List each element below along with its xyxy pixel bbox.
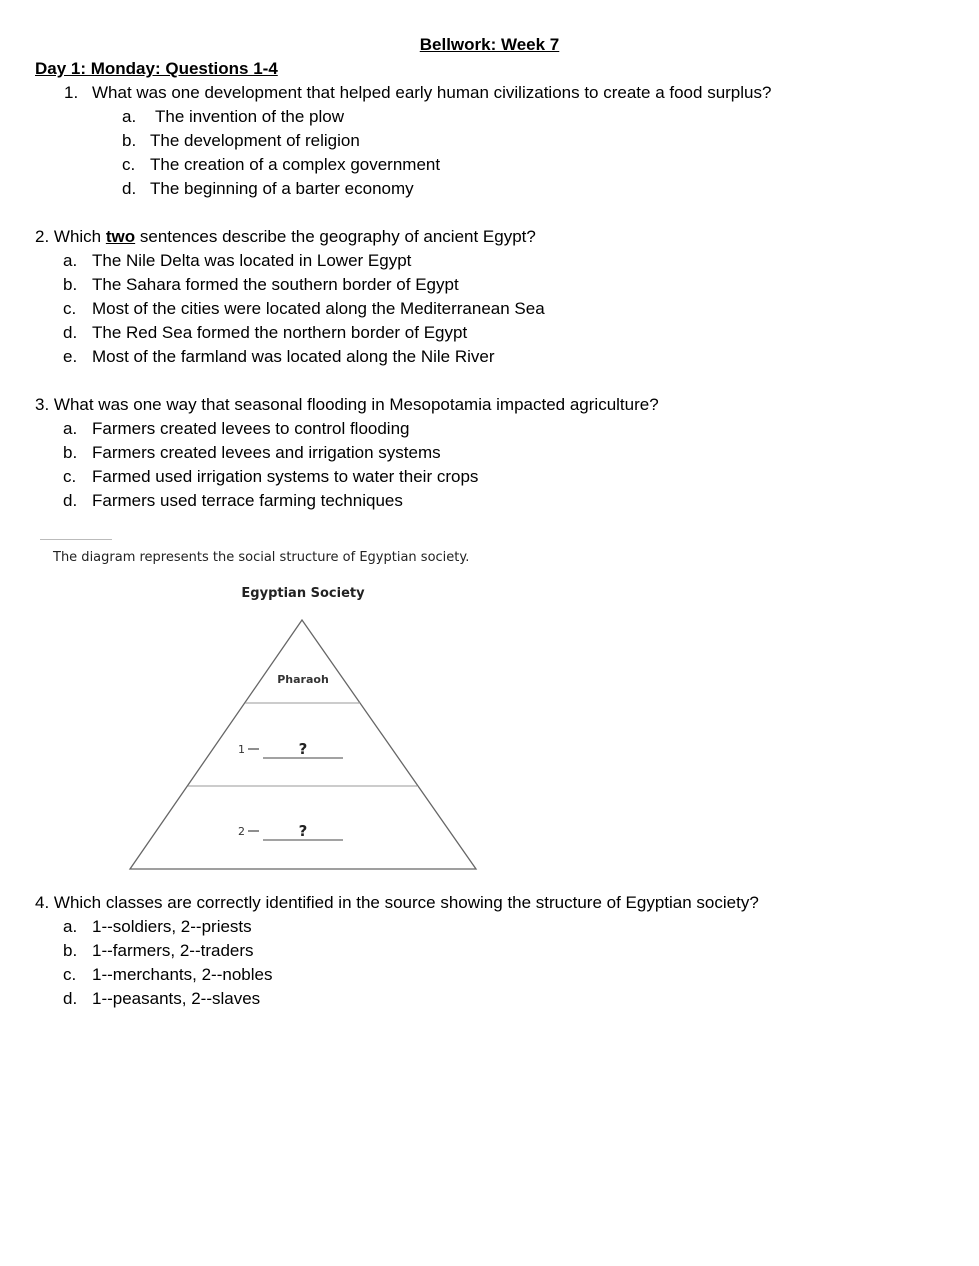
figure-title: Egyptian Society bbox=[241, 586, 365, 601]
worksheet-title: Bellwork: Week 7 bbox=[419, 35, 560, 54]
q1-option-a: The invention of the plow bbox=[155, 107, 345, 126]
q2-option-e-letter: e. bbox=[63, 347, 78, 366]
tier-2-number: 2 bbox=[238, 825, 245, 838]
q2-text: 2. Which two sentences describe the geography of ancient Egypt? bbox=[35, 227, 536, 246]
q2-option-b-letter: b. bbox=[63, 275, 78, 294]
q1-option-b-letter: b. bbox=[122, 131, 137, 150]
q2-option-c-letter: c. bbox=[63, 299, 77, 318]
q1-option-a-letter: a. bbox=[122, 107, 137, 126]
q4-option-d: 1--peasants, 2--slaves bbox=[92, 989, 261, 1008]
q4-option-c-letter: c. bbox=[63, 965, 77, 984]
q4-option-d-letter: d. bbox=[63, 989, 78, 1008]
q2-option-c: Most of the cities were located along the Mediterranean Sea bbox=[92, 299, 545, 318]
q2-option-a: The Nile Delta was located in Lower Egypt bbox=[92, 251, 412, 270]
q3-option-d: Farmers used terrace farming techniques bbox=[92, 491, 403, 510]
q3-option-b: Farmers created levees and irrigation systems bbox=[92, 443, 441, 462]
day-heading: Day 1: Monday: Questions 1-4 bbox=[35, 59, 278, 78]
q1-option-c-letter: c. bbox=[122, 155, 136, 174]
q1-option-d-letter: d. bbox=[122, 179, 137, 198]
q1-option-c: The creation of a complex government bbox=[150, 155, 441, 174]
q3-text: 3. What was one way that seasonal flooding in Mesopotamia impacted agriculture? bbox=[35, 395, 659, 414]
q4-option-b: 1--farmers, 2--traders bbox=[92, 941, 254, 960]
q3-option-b-letter: b. bbox=[63, 443, 78, 462]
egyptian-society-pyramid bbox=[0, 570, 600, 880]
q2-option-d: The Red Sea formed the northern border of Egypt bbox=[92, 323, 468, 342]
q1-option-d: The beginning of a barter economy bbox=[150, 179, 414, 198]
q4-option-c: 1--merchants, 2--nobles bbox=[92, 965, 273, 984]
q1-number: 1. bbox=[64, 83, 79, 102]
q2-option-b: The Sahara formed the southern border of Egypt bbox=[92, 275, 459, 294]
tier-2-unknown: ? bbox=[298, 822, 308, 840]
q3-option-a: Farmers created levees to control flooding bbox=[92, 419, 410, 438]
q1-option-b: The development of religion bbox=[150, 131, 360, 150]
q2-option-e: Most of the farmland was located along the Nile River bbox=[92, 347, 495, 366]
q3-option-a-letter: a. bbox=[63, 419, 78, 438]
q1-text: What was one development that helped early human civilizations to create a food surplus? bbox=[92, 83, 772, 102]
q2-option-d-letter: d. bbox=[63, 323, 78, 342]
q2-option-a-letter: a. bbox=[63, 251, 78, 270]
figure-divider bbox=[40, 539, 112, 540]
tier-1-unknown: ? bbox=[298, 740, 308, 758]
q3-option-c-letter: c. bbox=[63, 467, 77, 486]
q4-option-a: 1--soldiers, 2--priests bbox=[92, 917, 252, 936]
q3-option-c: Farmed used irrigation systems to water their crops bbox=[92, 467, 479, 486]
q4-option-a-letter: a. bbox=[63, 917, 78, 936]
q4-option-b-letter: b. bbox=[63, 941, 78, 960]
tier-1-number: 1 bbox=[238, 743, 245, 756]
pyramid-top-label: Pharaoh bbox=[277, 673, 329, 686]
q3-option-d-letter: d. bbox=[63, 491, 78, 510]
q4-text: 4. Which classes are correctly identified in the source showing the structure of Egyptian society? bbox=[35, 893, 759, 912]
figure-caption: The diagram represents the social structure of Egyptian society. bbox=[53, 550, 470, 565]
